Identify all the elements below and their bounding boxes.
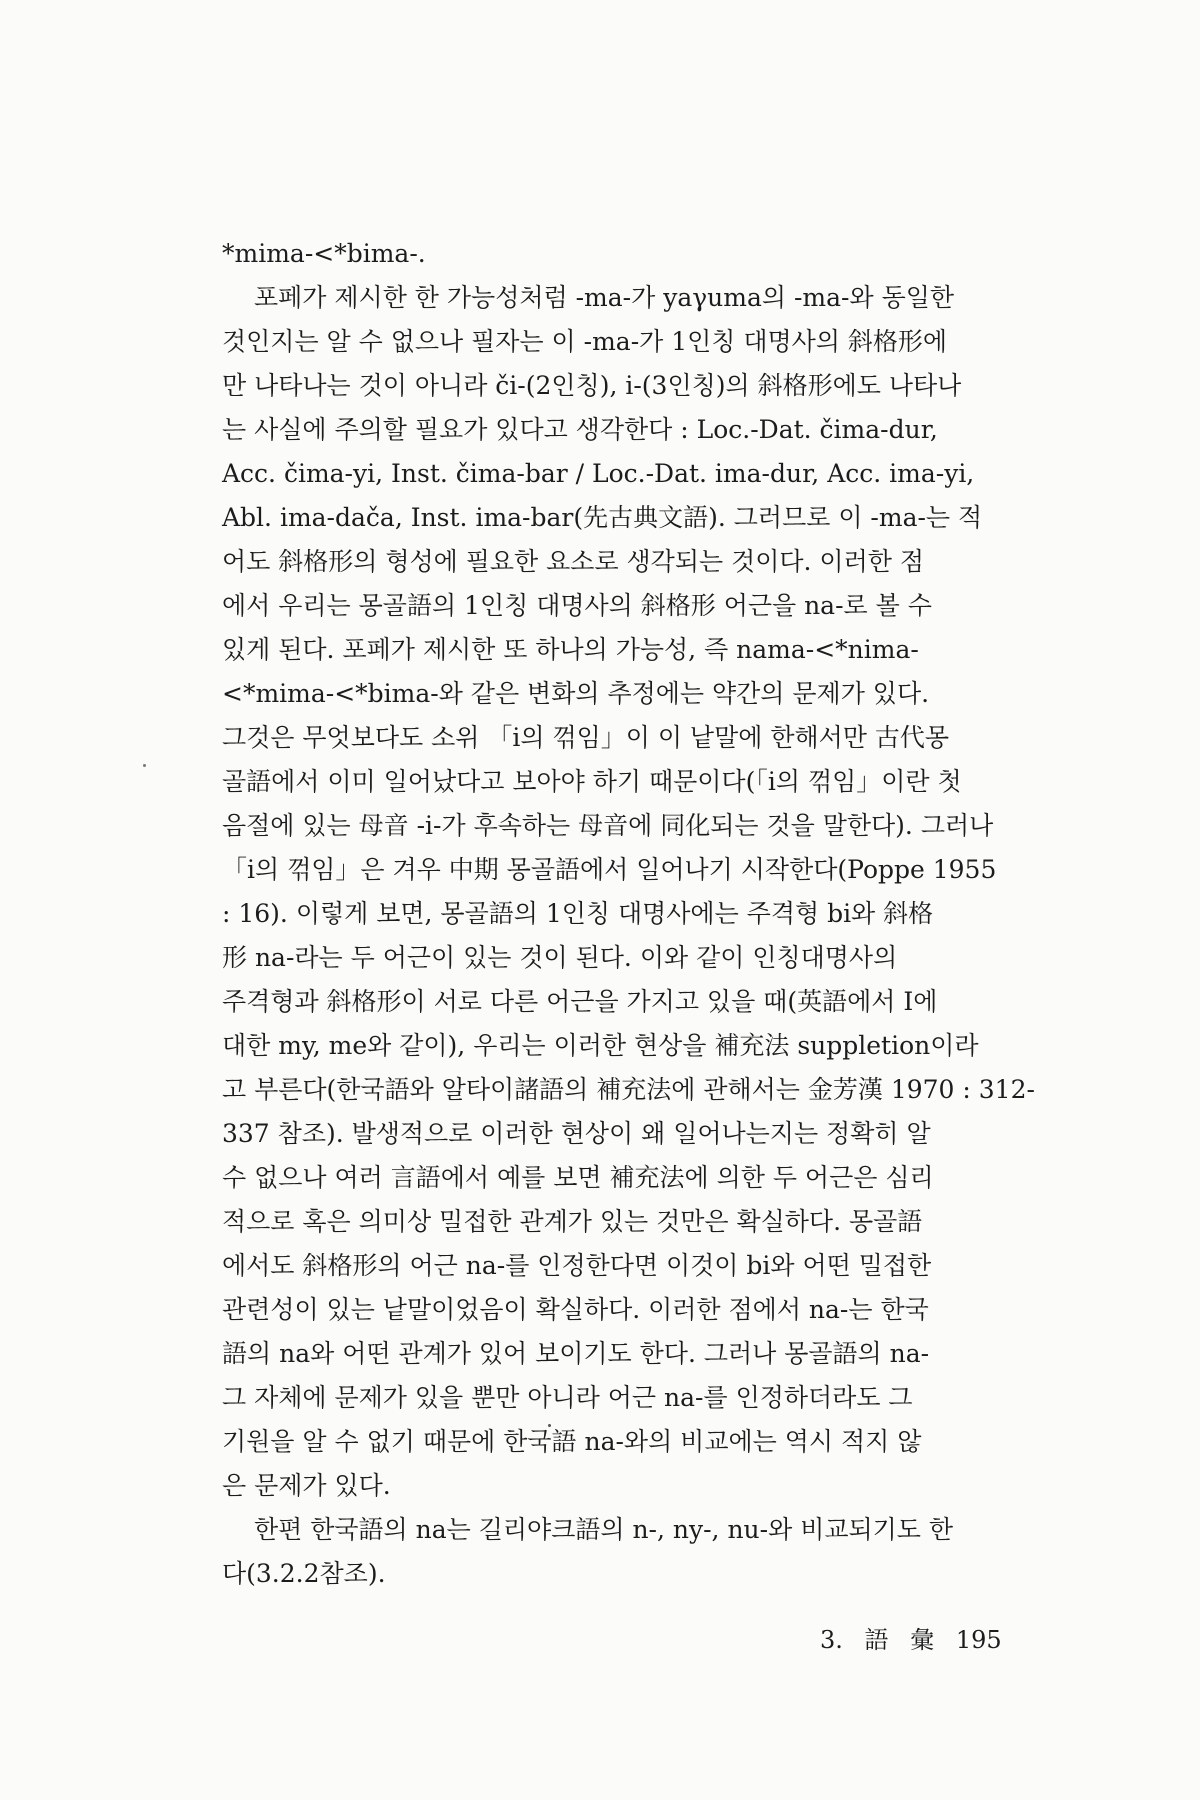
body-text [222,232,1050,1596]
text-line: 대한 my, me와 같이), 우리는 이러한 현상을 補充法 suppletion이라 [222,1031,979,1060]
text-line: 다(3.2.2참조). [222,1559,386,1588]
margin-mark [143,764,146,767]
text-line: 어도 斜格形의 형성에 필요한 요소로 생각되는 것이다. 이러한 점 [222,547,924,576]
text-line: 그 자체에 문제가 있을 뿐만 아니라 어근 na-를 인정하더라도 그 [222,1383,913,1412]
chapter-title-char: 語 [864,1626,889,1654]
text-line: 주격형과 斜格形이 서로 다른 어근을 가지고 있을 때(英語에서 I에 [222,987,938,1016]
running-footer [820,1620,1060,1655]
text-line: *mima-<*bima-. [222,239,426,268]
text-line: Abl. ima-dača, Inst. ima-bar(先古典文語). 그러므로 이 -ma-는 적 [222,503,983,532]
text-line: <*mima-<*bima-와 같은 변화의 추정에는 약간의 문제가 있다. [222,679,930,708]
text-line: 「i의 꺾임」은 겨우 中期 몽골語에서 일어나기 시작한다(Poppe 1955 [222,855,997,884]
text-line: 있게 된다. 포페가 제시한 또 하나의 가능성, 즉 nama-<*nima- [222,635,919,664]
text-line: : 16). 이렇게 보면, 몽골語의 1인칭 대명사에는 주격형 bi와 斜格 [222,899,934,928]
text-line: 관련성이 있는 낱말이었음이 확실하다. 이러한 점에서 na-는 한국 [222,1295,929,1324]
text-line: 337 참조). 발생적으로 이러한 현상이 왜 일어나는지는 정확히 알 [222,1119,931,1148]
chapter-number: 3. [820,1626,843,1654]
text-line: 語의 na와 어떤 관계가 있어 보이기도 한다. 그러나 몽골語의 na- [222,1339,930,1368]
text-line: 포페가 제시한 한 가능성처럼 -ma-가 yaγuma의 -ma-와 동일한 [254,283,955,312]
page-number: 195 [955,1626,1002,1654]
text-line: Acc. čima-yi, Inst. čima-bar / Loc.-Dat. ima-dur, Acc. ima-yi, [222,459,975,488]
text-line: 적으로 혹은 의미상 밀접한 관계가 있는 것만은 확실하다. 몽골語 [222,1207,923,1236]
text-line: 기원을 알 수 없기 때문에 한국語 na-와의 비교에는 역시 적지 않 [222,1427,922,1456]
text-line: 그것은 무엇보다도 소위 「i의 꺾임」이 이 낱말에 한해서만 古代몽 [222,723,950,752]
text-line: 고 부른다(한국語와 알타이諸語의 補充法에 관해서는 金芳漢 1970 : 312- [222,1075,1035,1104]
stray-dot [548,1424,551,1427]
text-line: 形 na-라는 두 어근이 있는 것이 된다. 이와 같이 인칭대명사의 [222,943,898,972]
text-line: 는 사실에 주의할 필요가 있다고 생각한다 : Loc.-Dat. čima-dur, [222,415,938,444]
text-line: 에서 우리는 몽골語의 1인칭 대명사의 斜格形 어근을 na-로 볼 수 [222,591,932,620]
text-line: 만 나타나는 것이 아니라 či-(2인칭), i-(3인칭)의 斜格形에도 나타나 [222,371,962,400]
text-line: 골語에서 이미 일어났다고 보아야 하기 때문이다(「i의 꺾임」이란 첫 [222,767,962,796]
chapter-title-char: 彙 [910,1626,935,1654]
text-line: 은 문제가 있다. [222,1471,391,1500]
text-line: 수 없으나 여러 言語에서 예를 보면 補充法에 의한 두 어근은 심리 [222,1163,934,1192]
text-line: 한편 한국語의 na는 길리야크語의 n-, ny-, nu-와 비교되기도 한 [254,1515,954,1544]
text-line: 음절에 있는 母音 -i-가 후속하는 母音에 同化되는 것을 말한다). 그러나 [222,811,994,840]
text-line: 것인지는 알 수 없으나 필자는 이 -ma-가 1인칭 대명사의 斜格形에 [222,327,948,356]
text-line: 에서도 斜格形의 어근 na-를 인정한다면 이것이 bi와 어떤 밀접한 [222,1251,932,1280]
